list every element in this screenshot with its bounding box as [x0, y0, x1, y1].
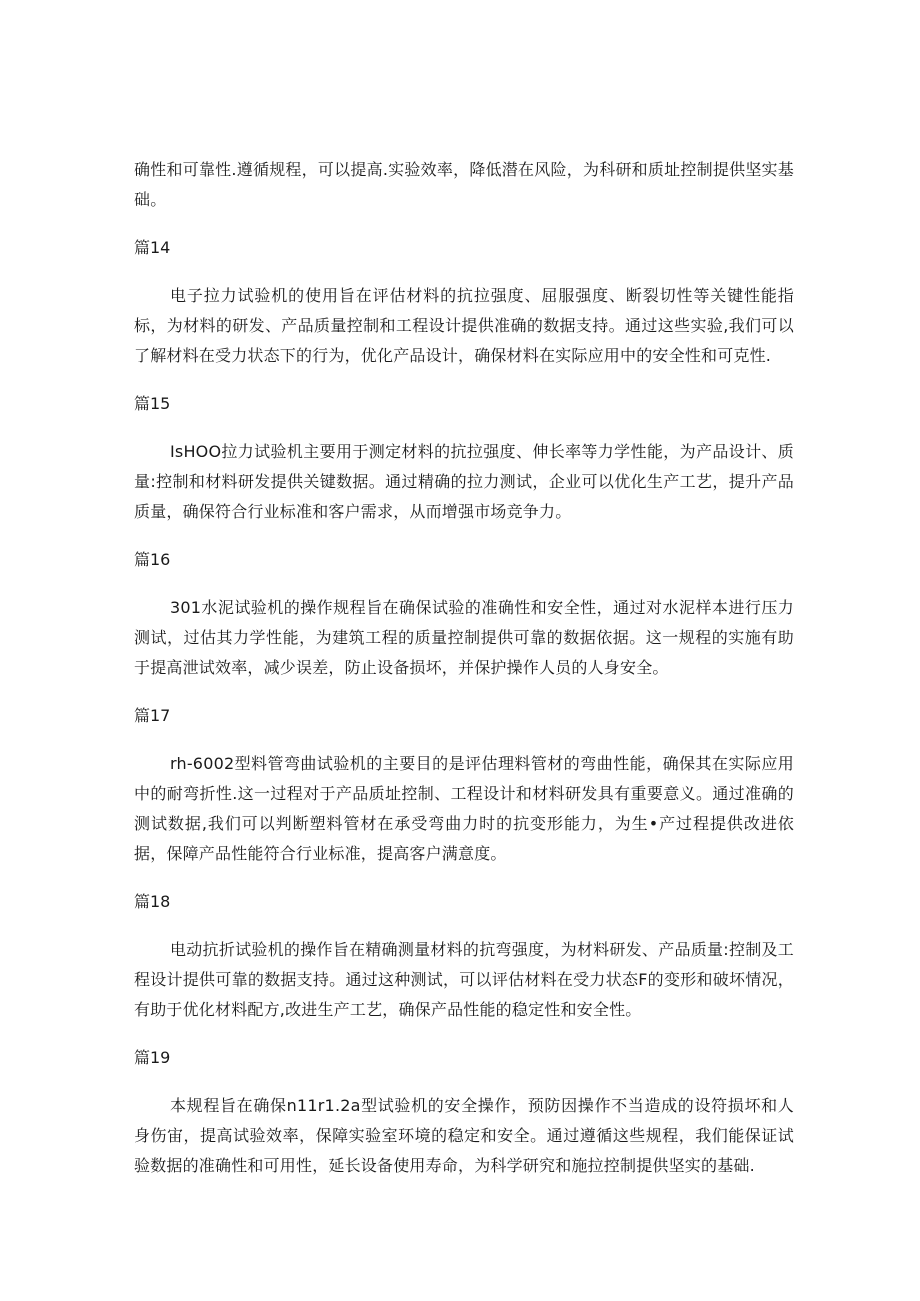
section-paragraph-19: 本规程旨在确保n11r1.2a型试验机的安全操作，预防因操作不当造成的设符损坏和人身伤宙，提高试验效率，保障实验室环境的稳定和安全。通过遵循这些规程，我们能保证试验数据的准确性和可用性，延长设备使用寿命，为科学研究和施拉控制提供坚实的基础.: [134, 1096, 794, 1175]
section-heading-18: 篇18: [134, 892, 171, 911]
section-heading-14: 篇14: [134, 238, 171, 257]
section-heading-15: 篇15: [134, 394, 171, 413]
section-paragraph-14: 电子拉力试验机的使用旨在评估材料的抗拉强度、屈服强度、断裂切性等关键性能指标，为材料的研发、产品质量控制和工程设计提供准确的数据支持。通过这些实验,我们可以了解材料在受力状态下的行为，优化产品设计，确保材料在实际应用中的安全性和可克性.: [134, 286, 794, 365]
section-paragraph-17: rh-6002型料管弯曲试验机的主要目的是评估理料管材的弯曲性能，确保其在实际应用中的耐弯折性.这一过程对于产品质址控制、工程设计和材料研发具有重要意义。通过准确的测试数据,我们可以判断塑料管材在承受弯曲力时的抗变形能力，为生•产过程提供改进依据，保障产品性能符合行业标准，提高客户满意度。: [134, 754, 794, 863]
section-paragraph-15: IsHOO拉力试验机主要用于测定材料的抗拉强度、伸长率等力学性能，为产品设计、质量:控制和材料研发提供关键数据。通过精确的拉力测试，企业可以优化生产工艺，提升产品质量，确保符合行业标准和客户需求，从而增强市场竞争力。: [134, 442, 794, 521]
section-heading-19: 篇19: [134, 1048, 171, 1067]
section-heading-17: 篇17: [134, 706, 171, 725]
section-paragraph-16: 301水泥试验机的操作规程旨在确保试验的准确性和安全性，通过对水泥样本进行压力测试，过估其力学性能，为建筑工程的质量控制提供可靠的数据依据。这一规程的实施有助于提高泄试效率，减少误差，防止设备损坏，并保护操作人员的人身安全。: [134, 598, 794, 677]
document-body: [134, 155, 794, 1181]
section-paragraph-18: 电动抗折试验机的操作旨在精确测量材料的抗弯强度，为材料研发、产品质量:控制及工程设计提供可靠的数据支持。通过这种测试，可以评估材料在受力状态F的变形和破坏情况，有助于优化材料配方,改进生产工艺，确保产品性能的稳定性和安全性。: [134, 940, 794, 1019]
intro-paragraph: 确性和可靠性.遵循规程，可以提高.实验效率，降低潜在风险，为科研和质址控制提供坚实基础。: [134, 160, 794, 209]
section-heading-16: 篇16: [134, 550, 171, 569]
